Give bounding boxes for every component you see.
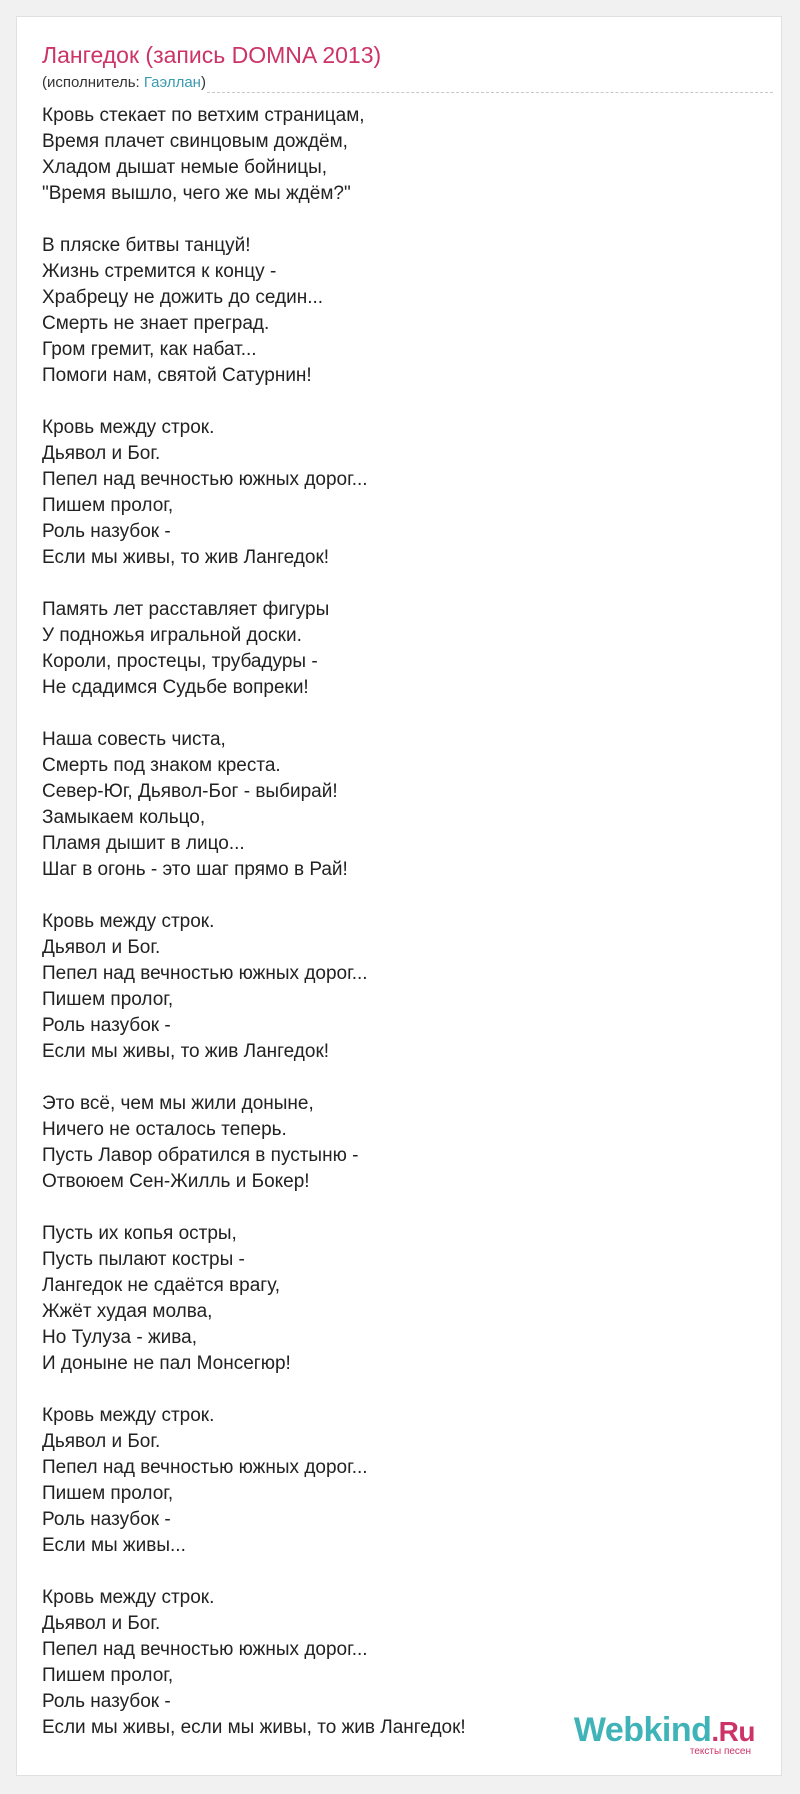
lyrics-line: Если мы живы, если мы живы, то жив Лангедок! — [42, 1717, 466, 1738]
lyrics-line: Пепел над вечностью южных дорог... — [42, 469, 368, 490]
lyrics-line: Время плачет свинцовым дождём, — [42, 131, 348, 152]
lyrics-line: Пишем пролог, — [42, 1483, 174, 1504]
lyrics-line: Если мы живы, то жив Лангедок! — [42, 547, 330, 568]
webkind-logo[interactable] — [574, 1713, 755, 1757]
lyrics-line: "Время вышло, чего же мы ждём?" — [42, 183, 351, 204]
lyrics-line: Пепел над вечностью южных дорог... — [42, 1457, 368, 1478]
lyrics-line: Лангедок не сдаётся врагу, — [42, 1275, 281, 1296]
lyrics-line: Пишем пролог, — [42, 1665, 174, 1686]
song-title: Лангедок (запись DOMNA 2013) — [42, 42, 382, 68]
lyrics-line: Отвоюем Сен-Жилль и Бокер! — [42, 1171, 310, 1192]
lyrics-line: У подножья игральной доски. — [42, 625, 302, 646]
lyrics-line: Пусть пылают костры - — [42, 1249, 245, 1270]
lyrics-line: Гром гремит, как набат... — [42, 339, 257, 360]
lyrics-line: Кровь между строк. — [42, 1587, 215, 1608]
lyrics-line: Роль назубок - — [42, 521, 171, 542]
lyrics-stanza — [42, 1221, 762, 1377]
lyrics-text — [42, 103, 762, 1767]
lyrics-line: Пишем пролог, — [42, 495, 174, 516]
lyrics-line: Замыкаем кольцо, — [42, 807, 206, 828]
lyrics-line: Дьявол и Бог. — [42, 443, 161, 464]
lyrics-stanza — [42, 1091, 762, 1195]
lyrics-line: Пишем пролог, — [42, 989, 174, 1010]
lyrics-line: Кровь стекает по ветхим страницам, — [42, 105, 365, 126]
lyrics-line: Ничего не осталось теперь. — [42, 1119, 287, 1140]
lyrics-line: Роль назубок - — [42, 1015, 171, 1036]
artist-link[interactable]: Гаэллан — [143, 74, 201, 91]
lyrics-line: Кровь между строк. — [42, 417, 215, 438]
lyrics-stanza — [42, 415, 762, 571]
lyrics-line: Смерть не знает преград. — [42, 313, 270, 334]
lyrics-stanza — [42, 727, 762, 883]
brand-web: Webkind — [573, 1711, 712, 1749]
brand-tagline: тексты песен — [689, 1746, 751, 1757]
brand-wordmark — [574, 1713, 755, 1749]
lyrics-line: Пусть их копья остры, — [42, 1223, 237, 1244]
lyrics-line: Хладом дышат немые бойницы, — [42, 157, 328, 178]
lyrics-line: Смерть под знаком креста. — [42, 755, 281, 776]
performer-suffix: ) — [200, 74, 206, 91]
lyrics-line: Пепел над вечностью южных дорог... — [42, 1639, 368, 1660]
lyrics-page — [16, 16, 782, 1776]
lyrics-line: Это всё, чем мы жили доныне, — [42, 1093, 314, 1114]
lyrics-line: Кровь между строк. — [42, 1405, 215, 1426]
lyrics-line: Но Тулуза - жива, — [42, 1327, 197, 1348]
lyrics-line: Храбрецу не дожить до седин... — [42, 287, 324, 308]
lyrics-line: Короли, простецы, трубадуры - — [42, 651, 318, 672]
lyrics-line: Дьявол и Бог. — [42, 1613, 161, 1634]
lyrics-stanza — [42, 103, 762, 207]
lyrics-stanza — [42, 909, 762, 1065]
lyrics-stanza — [42, 233, 762, 389]
lyrics-line: Роль назубок - — [42, 1691, 171, 1712]
lyrics-line: Шаг в огонь - это шаг прямо в Рай! — [42, 859, 348, 880]
lyrics-stanza — [42, 1403, 762, 1559]
lyrics-line: Дьявол и Бог. — [42, 937, 161, 958]
lyrics-line: В пляске битвы танцуй! — [42, 235, 251, 256]
lyrics-line: Память лет расставляет фигуры — [42, 599, 330, 620]
lyrics-line: Дьявол и Бог. — [42, 1431, 161, 1452]
lyrics-line: Если мы живы... — [42, 1535, 186, 1556]
performer-line — [42, 74, 206, 91]
lyrics-line: Жжёт худая молва, — [42, 1301, 213, 1322]
lyrics-stanza — [42, 597, 762, 701]
header-divider — [207, 92, 773, 93]
lyrics-line: Помоги нам, святой Сатурнин! — [42, 365, 312, 386]
lyrics-line: Кровь между строк. — [42, 911, 215, 932]
performer-prefix: (исполнитель: — [42, 74, 144, 91]
lyrics-line: Если мы живы, то жив Лангедок! — [42, 1041, 330, 1062]
lyrics-line: Роль назубок - — [42, 1509, 171, 1530]
lyrics-line: Жизнь стремится к концу - — [42, 261, 277, 282]
lyrics-line: Пепел над вечностью южных дорог... — [42, 963, 368, 984]
lyrics-line: Пусть Лавор обратился в пустыню - — [42, 1145, 359, 1166]
lyrics-line: Пламя дышит в лицо... — [42, 833, 245, 854]
lyrics-line: И доныне не пал Монсегюр! — [42, 1353, 291, 1374]
lyrics-line: Север-Юг, Дьявол-Бог - выбирай! — [42, 781, 338, 802]
lyrics-line: Не сдадимся Судьбе вопреки! — [42, 677, 309, 698]
brand-ru: .Ru — [711, 1716, 755, 1747]
lyrics-line: Наша совесть чиста, — [42, 729, 226, 750]
